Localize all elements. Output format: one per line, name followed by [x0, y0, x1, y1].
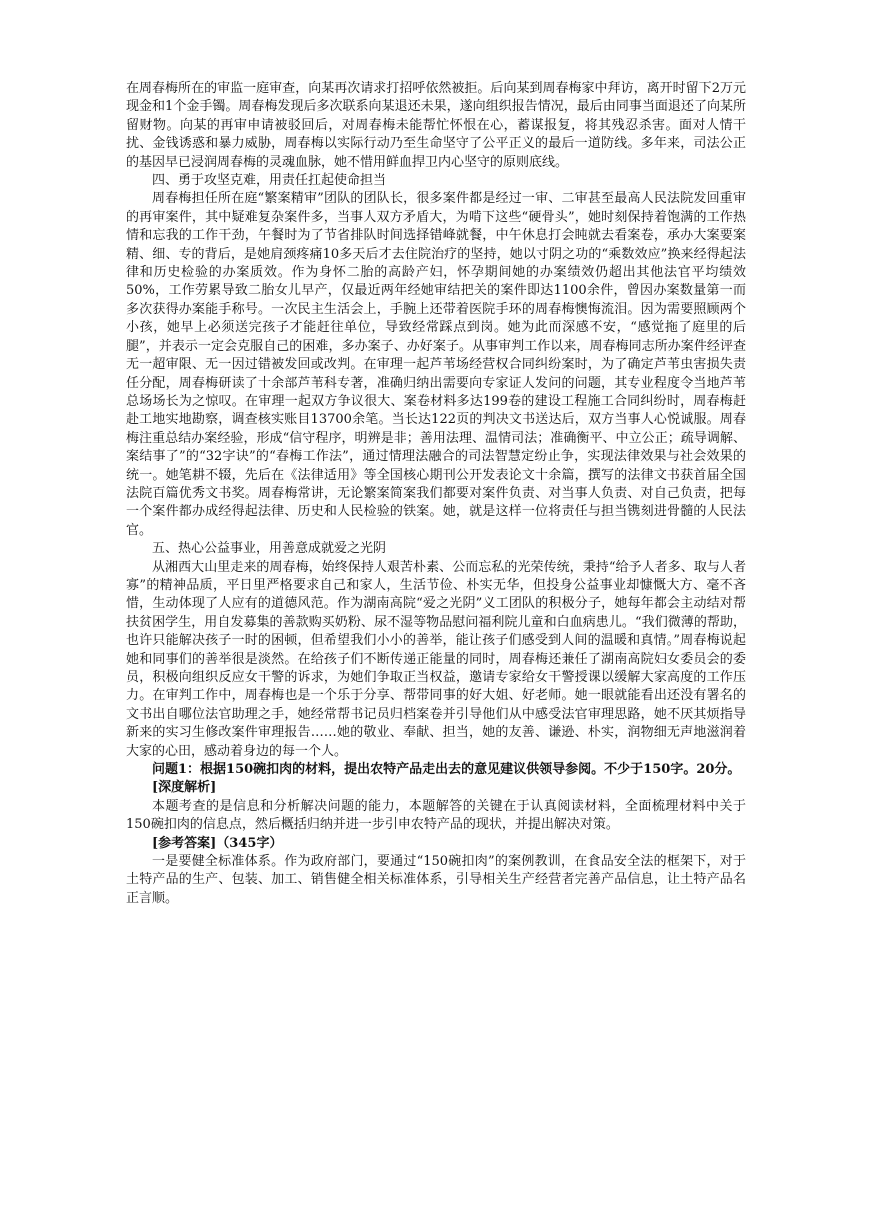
question-heading: 问题1：根据150碗扣肉的材料，提出农特产品走出去的意见建议供领导参阅。不少于150字。20分。 — [152, 762, 741, 778]
analysis-paragraph: 本题考查的是信息和分析解决问题的能力，本题解答的关键在于认真阅读材料，全面梳理材料中关于150碗扣肉的信息点，然后概括归纳并进一步引申农特产品的现状，并提出解决对策。 — [126, 798, 746, 833]
analysis-label: [深度解析] — [152, 780, 217, 796]
document-page — [126, 80, 746, 908]
body-paragraph: 从湘西大山里走来的周春梅，始终保持人艰苦朴素、公而忘私的光荣传统，秉持“给予人者多、取与人者寡”的精神品质，平日里严格要求自己和家人，生活节俭、朴实无华，但投身公益事业却慷慨大方、毫不吝惜，生动体现了人应有的道德风范。作为湖南高院“爱之光阴”义工团队的积极分子，她每年都会主动结对帮扶贫困学生，用自发募集的善款购买奶粉、尿不湿等物品慰问福利院儿童和白血病患儿。“我们微薄的帮助，也许只能解决孩子一时的困顿，但希望我们小小的善举，能让孩子们感受到人间的温暖和真情。”周春梅说起她和同事们的善举很是淡然。在给孩子们不断传递正能量的同时，周春梅还兼任了湖南高院妇女委员会的委员，积极向组织反应女干警的诉求，为她们争取正当权益，邀请专家给女干警授课以缓解大家高度的工作压力。在审判工作中，周春梅也是一个乐于分享、帮带同事的好大姐、好老师。她一眼就能看出还没有署名的文书出自哪位法官助理之手，她经常帮书记员归档案卷并引导他们从中感受法官审理思路，她不厌其烦指导新来的实习生修改案件审理报告……她的敬业、奉献、担当，她的友善、谦逊、朴实，润物细无声地滋润着大家的心田，感动着身边的每一个人。 — [126, 559, 746, 759]
body-paragraph: 周春梅担任所在庭“繁案精审”团队的团队长，很多案件都是经过一审、二审甚至最高人民法院发回重审的再审案件，其中疑难复杂案件多，当事人双方矛盾大，为啃下这些“硬骨头”，她时刻保持着饱满的工作热情和忘我的工作干劲，午餐时为了节省排队时间选择错峰就餐，中午休息打会盹就去看案卷，承办大案要案精、细、专的背后，是她肩颈疼痛10多天后才去住院治疗的坚持，她以寸阴之功的“乘数效应”换来经得起法律和历史检验的办案质效。作为身怀二胎的高龄产妇，怀孕期间她的办案绩效仍超出其他法官平均绩效50%，工作劳累导致二胎女儿早产，仅最近两年经她审结把关的案件即达1100余件，曾因办案数量第一而多次获得办案能手称号。一次民主生活会上，手腕上还带着医院手环的周春梅懊悔流泪。因为需要照顾两个小孩，她早上必须送完孩子才能赶往单位，导致经常踩点到岗。她为此而深感不安，“感觉拖了庭里的后腿”，并表示一定会克服自己的困难，多办案子、办好案子。从事审判工作以来，周春梅同志所办案件经评查无一超审限、无一因过错被发回或改判。在审理一起芦苇场经营权合同纠纷案时，为了确定芦苇虫害损失责任分配，周春梅研读了十余部芦苇科专著，准确归纳出需要向专家证人发问的问题，其专业程度令当地芦苇总场场长为之惊叹。在审理一起双方争议很大、案卷材料多达199卷的建设工程施工合同纠纷时，周春梅赶赴工地实地勘察，调查核实账目13700余笔。当长达122页的判决文书送达后，双方当事人心悦诚服。周春梅注重总结办案经验，形成“信守程序，明辨是非；善用法理、温情司法；准确衡平、中立公正；疏导调解、案结事了”的“32字诀”的“春梅工作法”，通过情理法融合的司法智慧定纷止争，实现法律效果与社会效果的统一。她笔耕不辍，先后在《法律适用》等全国核心期刊公开发表论文十余篇，撰写的法律文书获首届全国法院百篇优秀文书奖。周春梅常讲，无论繁案简案我们都要对案件负责、对当事人负责、对自己负责，把每一个案件都办成经得起法律、历史和人民检验的铁案。她，就是这样一位将责任与担当镌刻进骨髓的人民法官。 — [126, 191, 746, 538]
answer-paragraph: 一是要健全标准体系。作为政府部门，要通过“150碗扣肉”的案例教训，在食品安全法的框架下，对于土特产品的生产、包装、加工、销售健全相关标准体系，引导相关生产经营者完善产品信息，让土特产品名正言顺。 — [126, 854, 746, 906]
answer-label: [参考答案]（345字） — [152, 835, 283, 851]
section-heading: 四、勇于攻坚克难，用责任扛起使命担当 — [152, 173, 387, 189]
section-heading: 五、热心公益事业，用善意成就爱之光阴 — [152, 541, 387, 557]
body-paragraph: 在周春梅所在的审监一庭审查，向某再次请求打招呼依然被拒。后向某到周春梅家中拜访，离开时留下2万元现金和1个金手镯。周春梅发现后多次联系向某退还未果，遂向组织报告情况，最后由同事当面退还了向某所留财物。向某的再审申请被驳回后，对周春梅未能帮忙怀恨在心，蓄谋报复，将其残忍杀害。面对人情干扰、金钱诱惑和暴力威胁，周春梅以实际行动乃至生命坚守了公平正义的最后一道防线。多年来，司法公正的基因早已浸润周春梅的灵魂血脉，她不惜用鲜血捍卫内心坚守的原则底线。 — [126, 81, 746, 170]
